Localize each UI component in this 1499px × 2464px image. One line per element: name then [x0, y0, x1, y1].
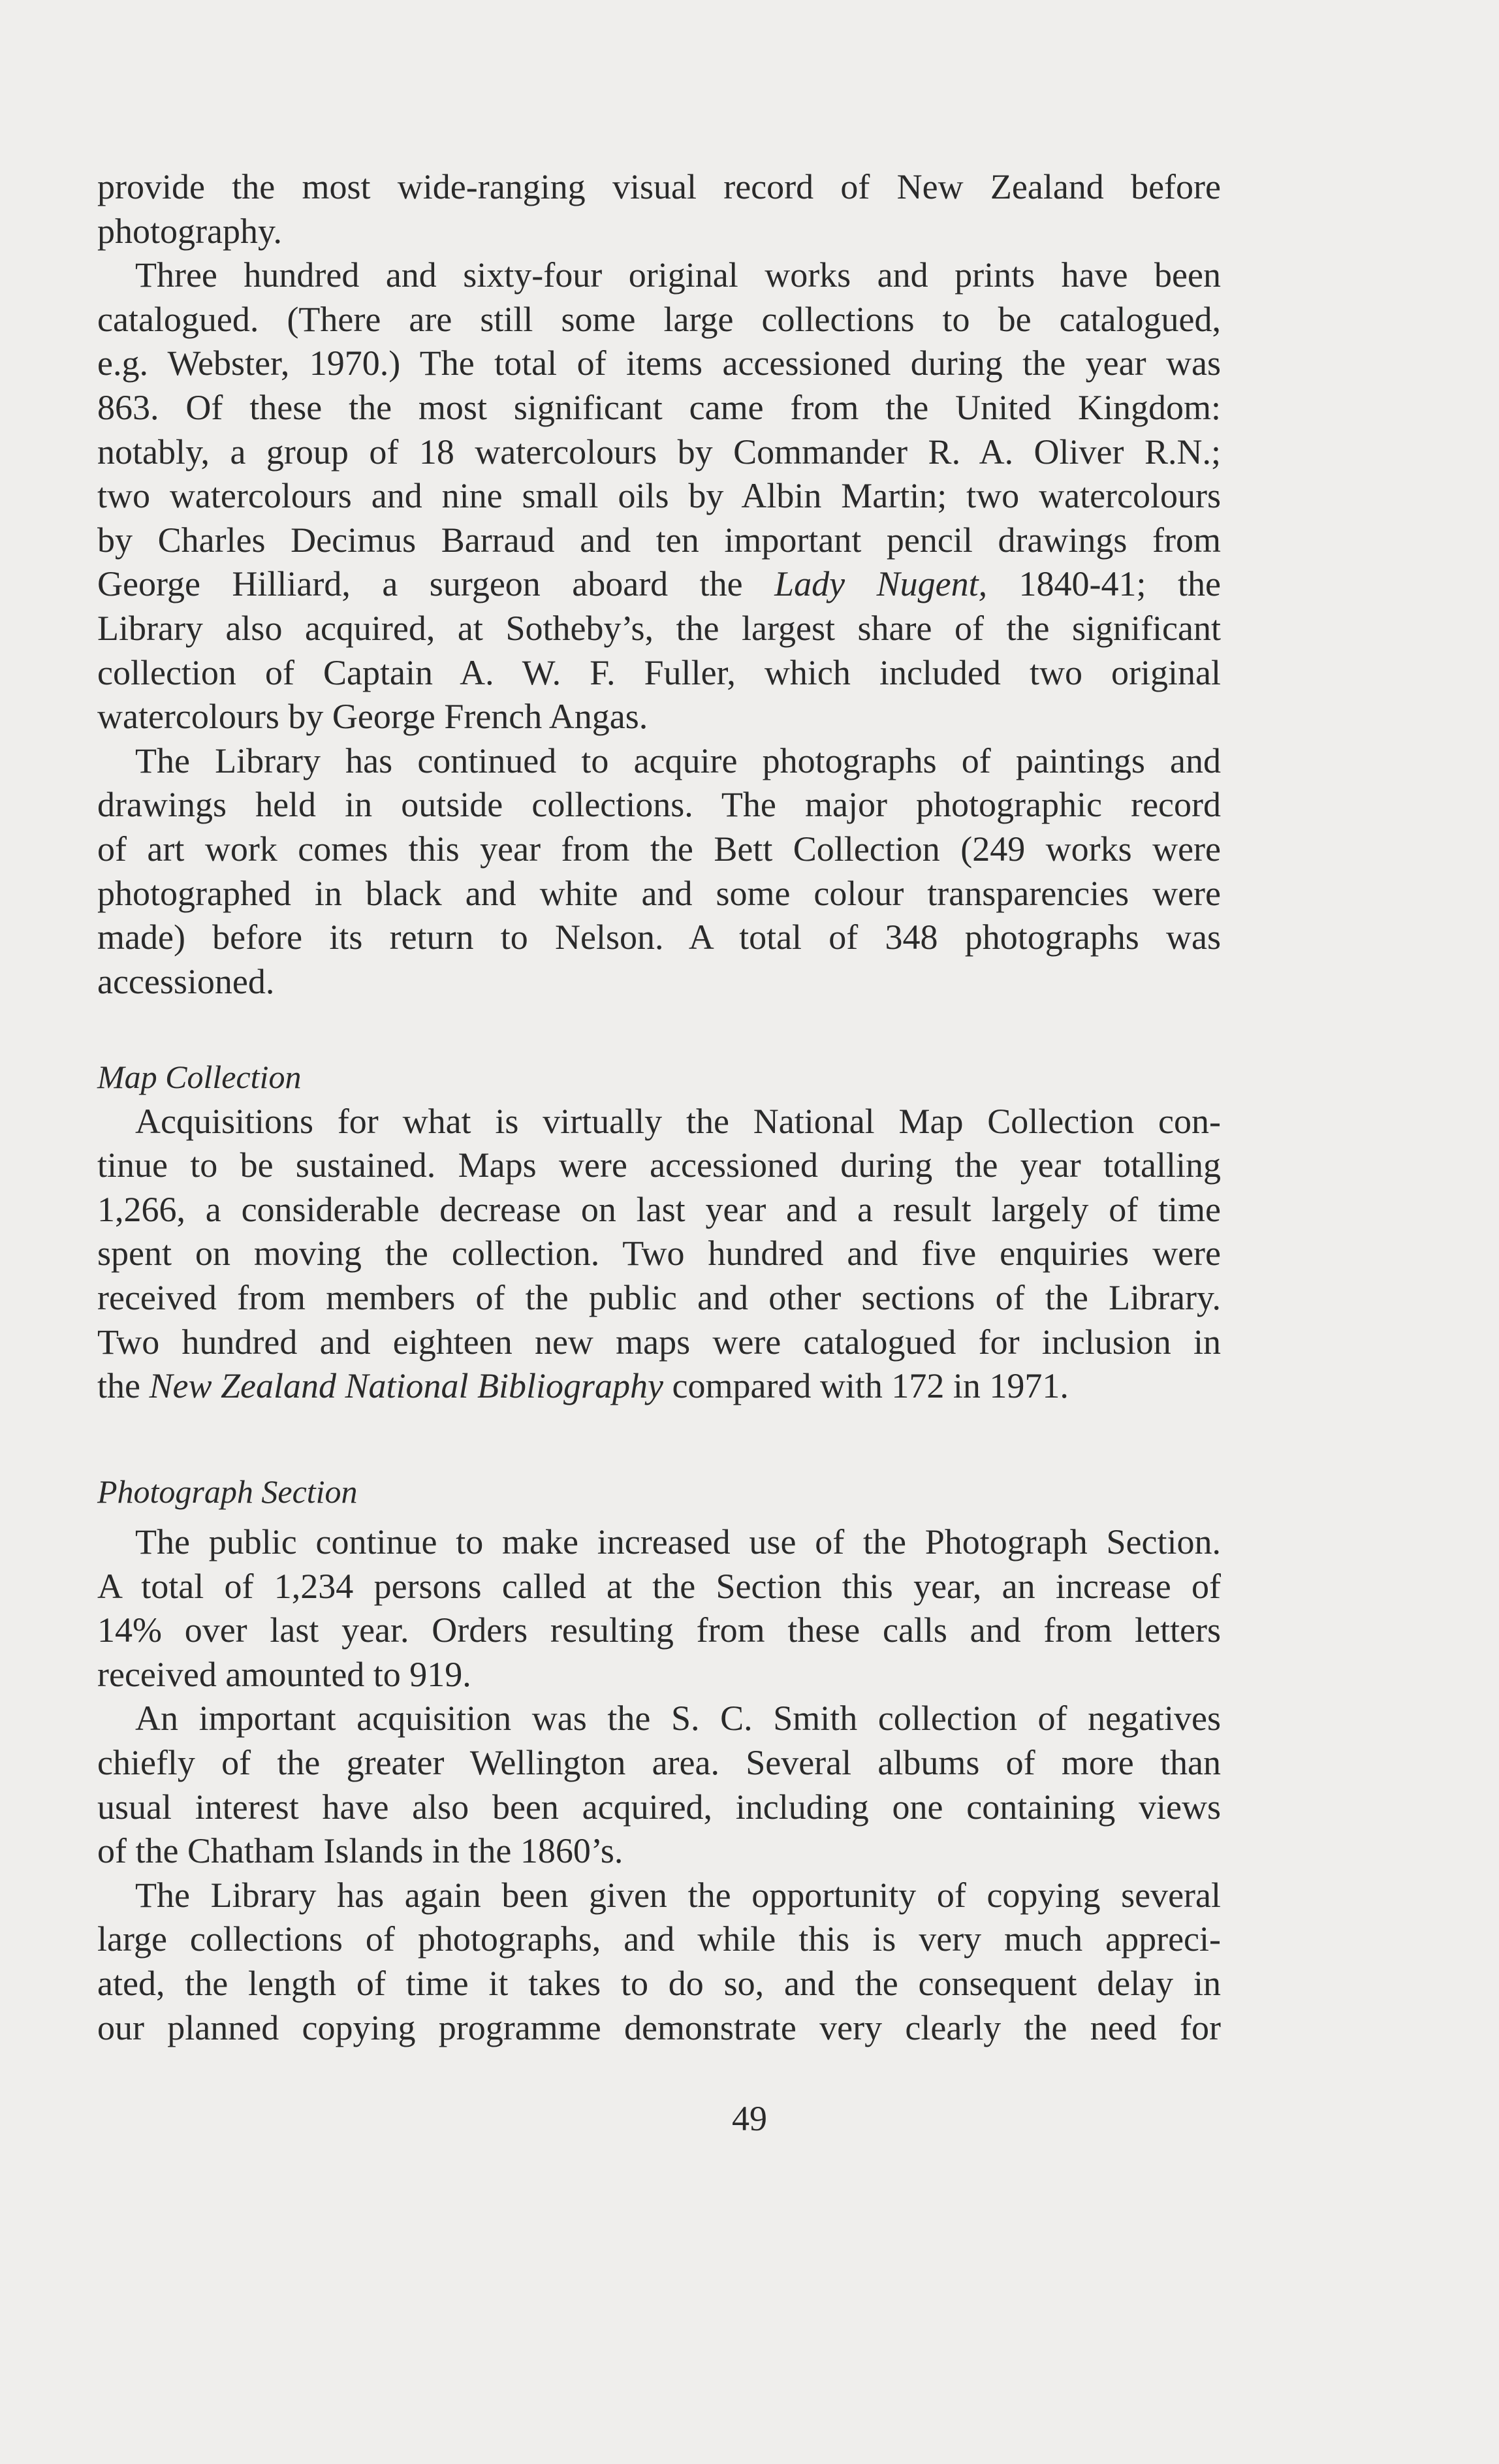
text-line: Acquisitions for what is virtually the National Map Collection con- — [135, 1101, 1221, 1141]
section-map-collection — [97, 1055, 1221, 1409]
text-line: A total of 1,234 persons called at the Section this year, an increase of — [97, 1566, 1221, 1606]
section-heading: Photograph Section — [97, 1473, 358, 1510]
paragraph — [97, 1100, 1221, 1409]
text-line: ated, the length of time it takes to do so, and the consequent delay in — [97, 1963, 1221, 2003]
text-line: by Charles Decimus Barraud and ten important pencil drawings from — [97, 520, 1221, 560]
page-number: 49 — [732, 2099, 767, 2138]
text-line: An important acquisition was the S. C. Smith collection of negatives — [135, 1699, 1221, 1738]
text-line: photography. — [97, 211, 282, 251]
text-line — [97, 1364, 1221, 1409]
section-photograph-section — [97, 1470, 1221, 2050]
paragraph — [97, 1520, 1221, 1697]
section-heading: Map Collection — [97, 1059, 302, 1095]
text-run: George Hilliard, a surgeon aboard the — [97, 564, 775, 604]
text-line: The Library has again been given the opportunity of copying several — [135, 1875, 1221, 1915]
text-line: spent on moving the collection. Two hundred and five enquiries were — [97, 1234, 1221, 1273]
paragraph — [97, 165, 1221, 253]
text-line: catalogued. (There are still some large collections to be catalogued, — [97, 299, 1221, 339]
text-line: accessioned. — [97, 961, 275, 1001]
text-line — [97, 562, 1221, 607]
text-line: large collections of photographs, and while this is very much appreci- — [97, 1919, 1221, 1959]
text-line: our planned copying programme demonstrate very clearly the need for — [97, 2008, 1221, 2047]
italic-title: Lady Nugent, — [774, 564, 988, 604]
text-line: The Library has continued to acquire photographs of paintings and — [135, 741, 1221, 780]
italic-title: New Zealand National Bibliography — [149, 1366, 663, 1406]
paragraph — [97, 1874, 1221, 2050]
text-line: 14% over last year. Orders resulting from these calls and from letters — [97, 1610, 1221, 1650]
text-line: made) before its return to Nelson. A total of 348 photographs was — [97, 918, 1221, 957]
text-line: of art work comes this year from the Bett Collection (249 works were — [97, 829, 1221, 869]
text-line: received amounted to 919. — [97, 1654, 471, 1694]
text-line: Library also acquired, at Sotheby’s, the largest share of the significant — [97, 608, 1221, 648]
text-line: e.g. Webster, 1970.) The total of items accessioned during the year was — [97, 344, 1221, 383]
text-line: 863. Of these the most significant came from the United Kingdom: — [97, 387, 1221, 427]
paragraph — [97, 739, 1221, 1004]
text-line: chiefly of the greater Wellington area. Several albums of more than — [97, 1742, 1221, 1782]
text-run: 1840-41; the — [987, 564, 1221, 604]
text-run: compared with 172 in 1971. — [663, 1366, 1069, 1406]
text-line: Three hundred and sixty-four original works and prints have been — [135, 255, 1221, 295]
text-line: drawings held in outside collections. The major photographic record — [97, 785, 1221, 825]
text-line: watercolours by George French Angas. — [97, 697, 648, 737]
text-line: usual interest have also been acquired, including one containing views — [97, 1787, 1221, 1827]
text-line: 1,266, a considerable decrease on last year and a result largely of time — [97, 1189, 1221, 1229]
text-line: collection of Captain A. W. F. Fuller, which included two original — [97, 652, 1221, 692]
text-line: provide the most wide-ranging visual record of New Zealand before — [97, 167, 1221, 206]
text-line: photographed in black and white and some colour transparencies were — [97, 873, 1221, 913]
section-continued-text — [97, 165, 1221, 1004]
text-line: received from members of the public and other sections of the Library. — [97, 1277, 1221, 1317]
text-line: two watercolours and nine small oils by Albin Martin; two watercolours — [97, 476, 1221, 516]
text-run: the — [97, 1366, 150, 1406]
paragraph — [97, 253, 1221, 739]
text-line: Two hundred and eighteen new maps were catalogued for inclusion in — [97, 1322, 1221, 1362]
text-line: notably, a group of 18 watercolours by Commander R. A. Oliver R.N.; — [97, 432, 1221, 472]
text-line: The public continue to make increased use of the Photograph Section. — [135, 1522, 1221, 1561]
text-line: of the Chatham Islands in the 1860’s. — [97, 1831, 623, 1871]
paragraph — [97, 1697, 1221, 1873]
text-line: tinue to be sustained. Maps were accessioned during the year totalling — [97, 1145, 1221, 1185]
